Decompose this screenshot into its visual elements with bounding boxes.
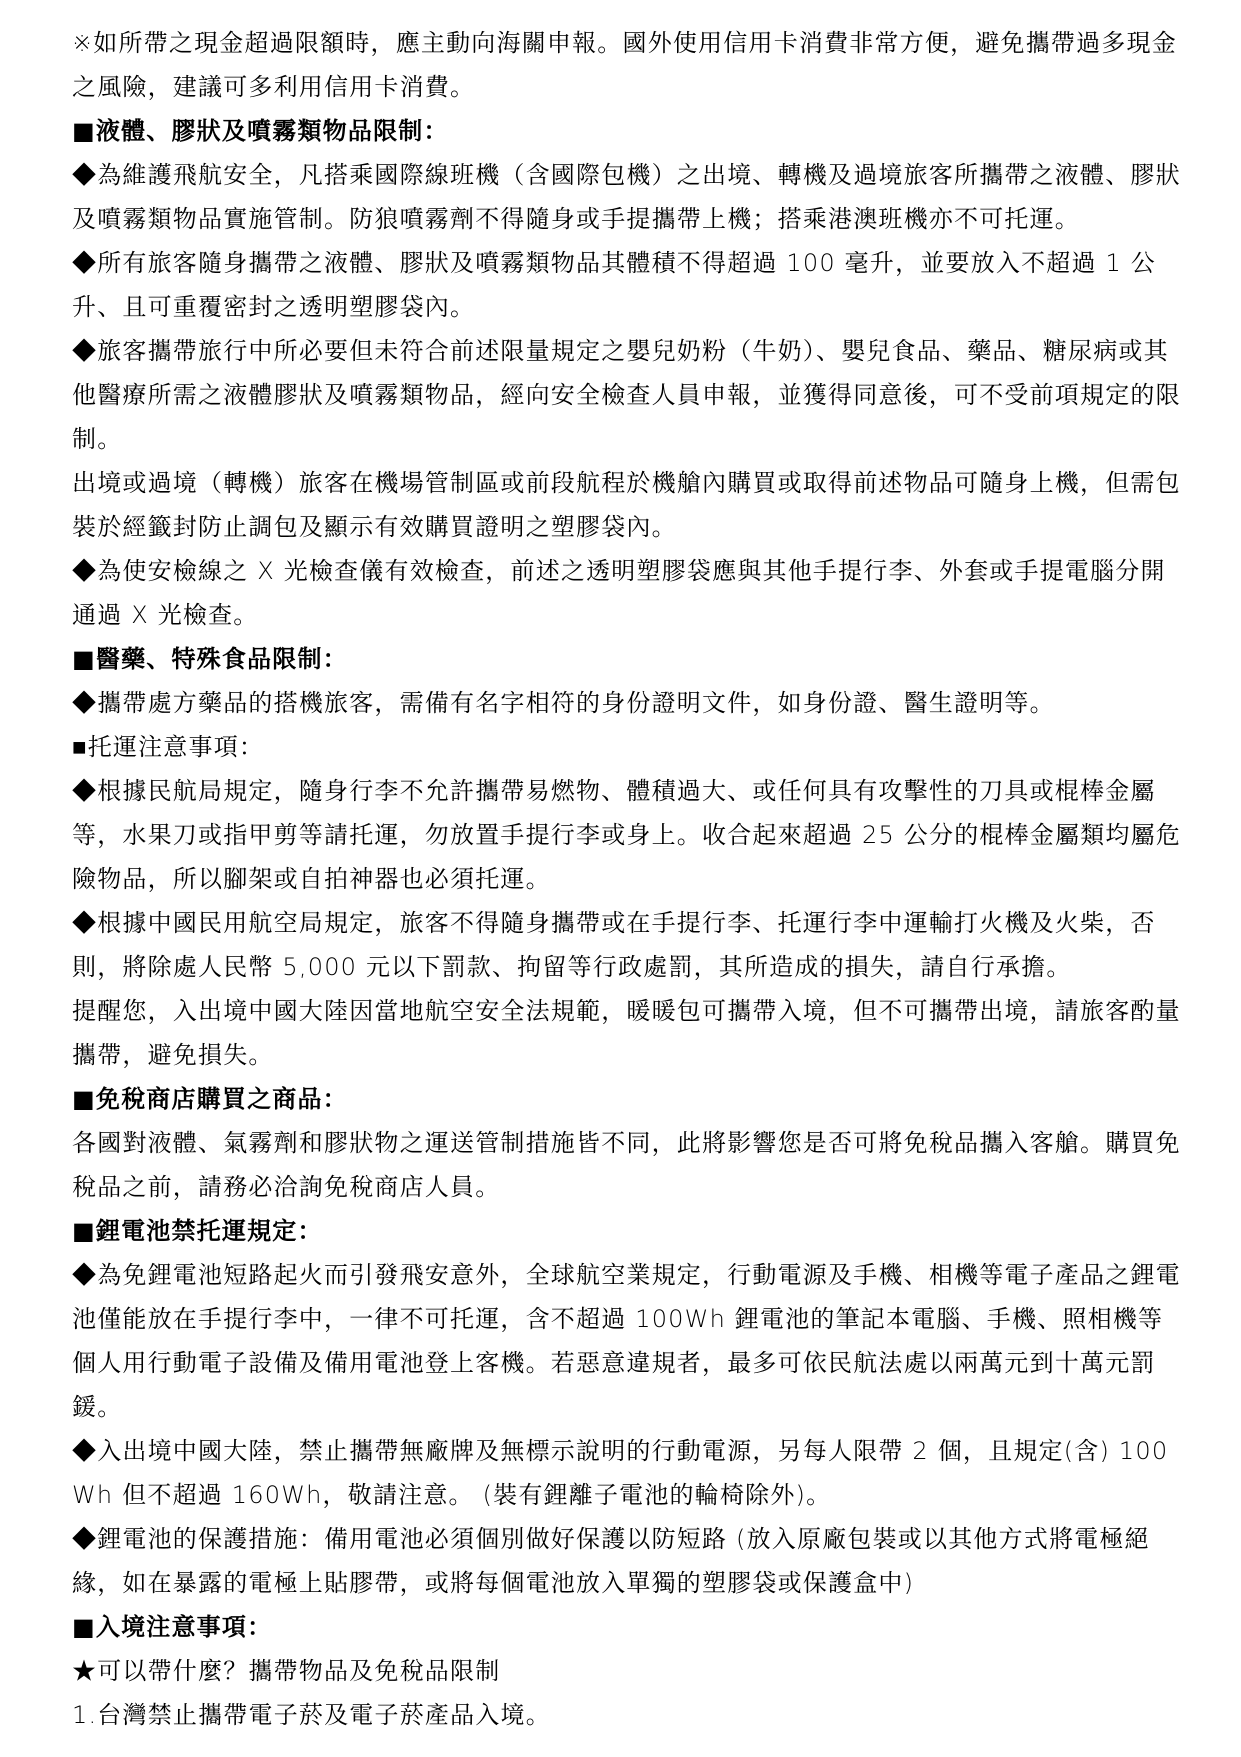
section-heading-arrival: ■入境注意事項： (72, 1613, 273, 1641)
section-heading-duty-free: ■免稅商店購買之商品： (72, 1085, 348, 1113)
paragraph-taiwan-ecigarette-ban: 1.台灣禁止攜帶電子菸及電子菸產品入境。 (72, 1701, 551, 1729)
paragraph-prescription-medicine: ◆攜帶處方藥品的搭機旅客，需備有名字相符的身份證明文件，如身份證、醫生證明等。 (72, 689, 1055, 717)
paragraph-liquids-100ml-limit: ◆所有旅客隨身攜帶之液體、膠狀及噴霧類物品其體積不得超過 100 毫升，並要放入不超過 1 公升、且可重覆密封之透明塑膠袋內。 (72, 249, 1156, 321)
subheading-checked-baggage: ■托運注意事項： (72, 733, 265, 761)
paragraph-liquids-xray-check: ◆為使安檢線之 X 光檢查儀有效檢查，前述之透明塑膠袋應與其他手提行李、外套或手提電腦分開通過 X 光檢查。 (72, 557, 1166, 629)
paragraph-lithium-battery-rules: ◆為免鋰電池短路起火而引發飛安意外，全球航空業規定，行動電源及手機、相機等電子產品之鋰電池僅能放在手提行李中，一律不可托運，含不超過 100Wh 鋰電池的筆記本電腦、手機、照相機等個人用行動電子設備及備用電池登上客機。若惡意違規者，最多可依民航法處以兩萬元到十萬元罰鍰。 (72, 1261, 1181, 1421)
paragraph-checked-baggage-rules: ◆根據民航局規定，隨身行李不允許攜帶易燃物、體積過大、或任何具有攻擊性的刀具或棍棒金屬等，水果刀或指甲剪等請托運，勿放置手提行李或身上。收合起來超過 25 公分的棍棒金屬類均屬危險物品，所以腳架或自拍神器也必須托運。 (72, 777, 1181, 893)
paragraph-battery-protection: ◆鋰電池的保護措施：備用電池必須個別做好保護以防短路 (放入原廠包裝或以其他方式將電極絕緣，如在暴露的電極上貼膠帶，或將每個電池放入單獨的塑膠袋或保護盒中) (72, 1525, 1150, 1597)
paragraph-power-bank-china-limit: ◆入出境中國大陸，禁止攜帶無廠牌及無標示說明的行動電源，另每人限帶 2 個，且規定(含) 100Wh 但不超過 160Wh，敬請注意。 (裝有鋰離子電池的輪椅除外)。 (72, 1437, 1169, 1509)
section-heading-medicine: ■醫藥、特殊食品限制： (72, 645, 348, 673)
paragraph-liquids-airport-purchase: 出境或過境（轉機）旅客在機場管制區或前段航程於機艙內購買或取得前述物品可隨身上機，但需包裝於經籤封防止調包及顯示有效購買證明之塑膠袋內。 (72, 469, 1181, 541)
paragraph-warm-packs-reminder: 提醒您，入出境中國大陸因當地航空安全法規範，暖暖包可攜帶入境，但不可攜帶出境，請旅客酌量攜帶，避免損失。 (72, 997, 1181, 1069)
paragraph-cash-declaration: ※如所帶之現金超過限額時，應主動向海關申報。國外使用信用卡消費非常方便，避免攜帶過多現金之風險，建議可多利用信用卡消費。 (72, 29, 1177, 101)
paragraph-what-can-you-bring: ★可以帶什麼？攜帶物品及免稅品限制 (72, 1657, 501, 1685)
paragraph-liquids-exceptions: ◆旅客攜帶旅行中所必要但未符合前述限量規定之嬰兒奶粉（牛奶）、嬰兒食品、藥品、糖尿病或其他醫療所需之液體膠狀及噴霧類物品，經向安全檢查人員申報，並獲得同意後，可不受前項規定的限制。 (72, 337, 1181, 453)
section-heading-liquids: ■液體、膠狀及噴霧類物品限制： (72, 117, 449, 145)
paragraph-liquids-control: ◆為維護飛航安全，凡搭乘國際線班機（含國際包機）之出境、轉機及過境旅客所攜帶之液體、膠狀及噴霧類物品實施管制。防狼噴霧劑不得隨身或手提攜帶上機；搭乘港澳班機亦不可托運。 (72, 161, 1181, 233)
paragraph-duty-free-goods: 各國對液體、氣霧劑和膠狀物之運送管制措施皆不同，此將影響您是否可將免稅品攜入客艙。購買免稅品之前，請務必洽詢免稅商店人員。 (72, 1129, 1181, 1201)
section-heading-lithium-battery: ■鋰電池禁托運規定： (72, 1217, 323, 1245)
paragraph-lighters-matches: ◆根據中國民用航空局規定，旅客不得隨身攜帶或在手提行李、托運行李中運輸打火機及火柴，否則，將除處人民幣 5,000 元以下罰款、拘留等行政處罰，其所造成的損失，請自行承擔。 (72, 909, 1156, 981)
